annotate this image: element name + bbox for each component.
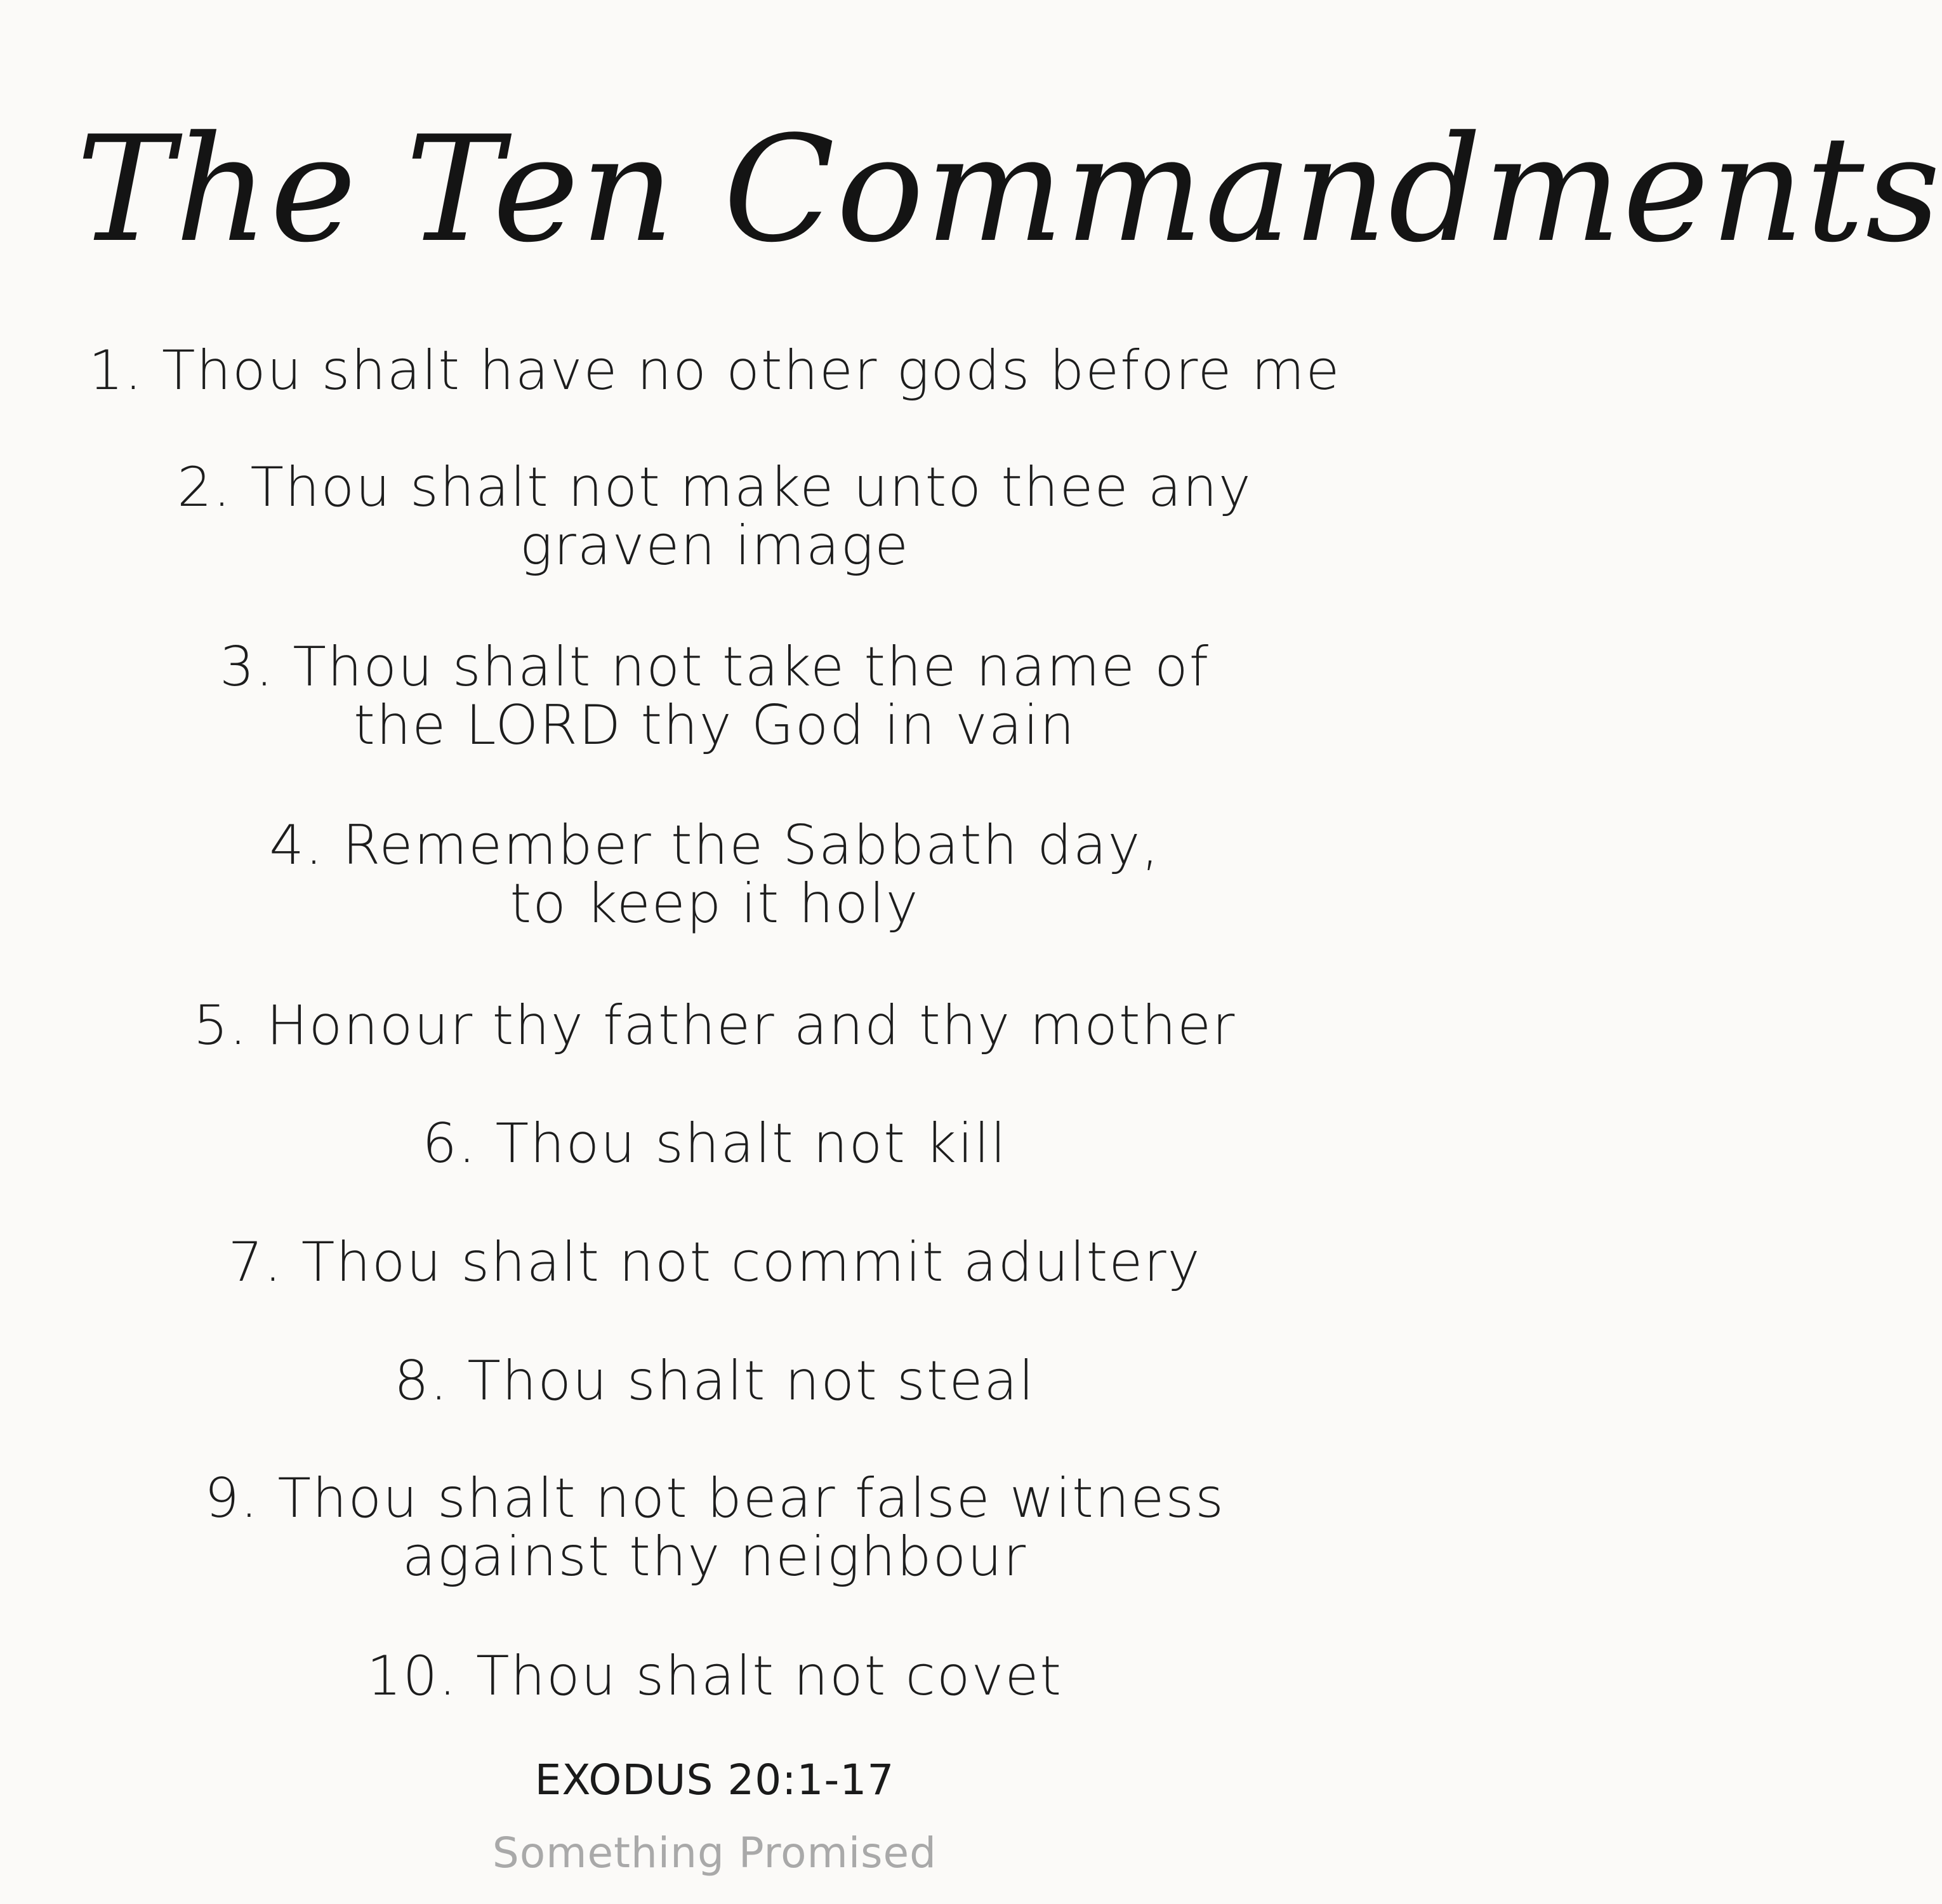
commandment-line: 7. Thou shalt not commit adultery (228, 1231, 1201, 1294)
commandment-line: 6. Thou shalt not kill (422, 1112, 1007, 1175)
page-title: The Ten Commandments (76, 105, 1942, 275)
commandment-item (76, 816, 1353, 933)
commandment-line: 10. Thou shalt not covet (366, 1644, 1063, 1708)
commandment-line: 1. Thou shalt have no other gods before me (88, 339, 1341, 402)
commandment-item (76, 456, 1353, 578)
commandment-item (76, 341, 1353, 400)
commandment-line: 2. Thou shalt not make unto thee any (177, 456, 1252, 519)
commandment-line: graven image (519, 514, 910, 578)
commandment-line: to keep it holy (510, 872, 920, 935)
scripture-reference: EXODUS 20:1-17 (534, 1755, 895, 1804)
commandment-line: 9. Thou shalt not bear false witness (204, 1467, 1225, 1530)
commandment-line: 3. Thou shalt not take the name of (219, 635, 1210, 699)
commandment-line: 8. Thou shalt not steal (393, 1349, 1036, 1413)
commandment-line: against thy neighbour (402, 1525, 1027, 1589)
commandment-item (76, 1467, 1353, 1589)
commandment-item (76, 635, 1353, 757)
credit-text: Something Promised (492, 1828, 937, 1877)
commandment-item (76, 1114, 1353, 1173)
commandment-item (76, 996, 1353, 1055)
commandment-line: 5. Honour thy father and thy mother (193, 994, 1236, 1057)
commandment-item (76, 1233, 1353, 1292)
commandment-line: 4. Remember the Sabbath day, (269, 814, 1160, 877)
commandment-line: the LORD thy God in vain (353, 694, 1076, 757)
commandment-item (76, 1349, 1353, 1413)
commandment-item (76, 1644, 1353, 1708)
